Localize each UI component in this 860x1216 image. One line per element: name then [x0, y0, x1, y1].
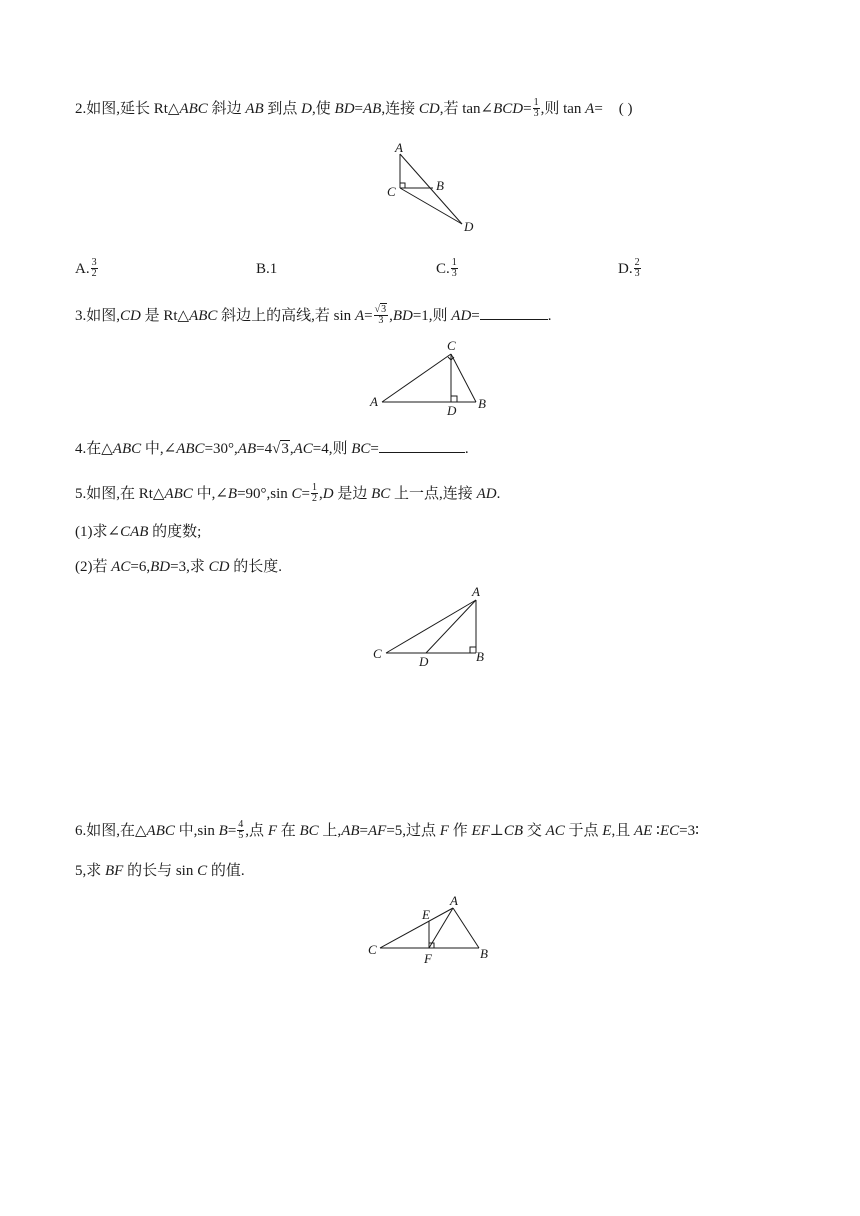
q6-stem-line-1: 6.如图,在△ABC 中,sin B= $\frac{4}{5}$ ,点 F 在 BC 上,AB=AF=5,过点 F 作 EF⊥CB 交 AC 于点 E,且 AE ∶EC=3∶: [75, 819, 699, 842]
q6-label-a: A: [450, 893, 458, 908]
q4-answer-blank[interactable]: [379, 438, 465, 453]
q4-stem: 4.在△ABC 中,∠ABC=30°,AB=4√3,AC=4,则 BC= .: [75, 438, 469, 459]
q6-fraction: $\frac{4}{5}$: [238, 819, 244, 842]
q5-label-b: B: [476, 649, 484, 664]
q3-right-angle-d: [451, 396, 457, 402]
q3-label-c: C: [447, 338, 456, 353]
q6-label-b: B: [480, 946, 488, 961]
q5-part-1: (1)求∠CAB 的度数;: [75, 524, 202, 540]
q2-label-b: B: [436, 178, 444, 193]
q3-stem: 3.如图,CD 是 Rt△ABC 斜边上的高线,若 sin A= $\frac{√3}{3}$ ,BD=1,则 AD= .: [75, 304, 552, 327]
q3-figure: [366, 338, 506, 418]
answer-paren: ( ): [618, 101, 633, 117]
q3-label-b: B: [478, 396, 486, 411]
q2-option-a[interactable]: A. $\frac{3}{2}$: [75, 257, 97, 280]
q5-segment-ca: [386, 600, 476, 653]
q5-part-2: (2)若 AC=6,BD=3,求 CD 的长度.: [75, 559, 282, 575]
q2-label-c: C: [387, 184, 396, 199]
q6-figure: [362, 890, 502, 970]
q3-answer-blank[interactable]: [480, 305, 548, 320]
q2-right-angle-mark: [400, 183, 405, 188]
q6-segment-af: [429, 908, 453, 948]
q2-segment-cd: [400, 188, 462, 224]
q3-fraction: $\frac{√3}{3}$: [374, 304, 387, 327]
q2-label-a: A: [395, 140, 403, 155]
q6-segment-ab: [453, 908, 479, 948]
q2-option-b[interactable]: B.1: [256, 261, 278, 277]
q2-fraction: $\frac{1}{3}$: [533, 97, 539, 120]
q5-segment-ad: [426, 600, 476, 653]
q2-label-d: D: [464, 219, 474, 234]
q2-figure: [380, 140, 500, 240]
q6-stem-line-2: 5,求 BF 的长与 sin C 的值.: [75, 863, 245, 879]
q6-label-e: E: [422, 907, 430, 922]
q3-label-a: A: [370, 394, 378, 409]
q5-fraction: $\frac{1}{2}$: [312, 482, 318, 505]
q6-label-f: F: [424, 951, 432, 966]
q2-stem: 2.如图,延长 Rt△ABC 斜边 AB 到点 D,使 BD=AB,连接 CD,若 tan∠BCD= $\frac{1}{3}$ ,则 tan A= ( ): [75, 97, 633, 120]
q6-segment-ca: [380, 908, 453, 948]
q5-label-d: D: [419, 654, 429, 669]
q5-stem: 5.如图,在 Rt△ABC 中,∠B=90°,sin C= $\frac{1}{2}$ ,D 是边 BC 上一点,连接 AD.: [75, 482, 501, 505]
q3-segment-ac: [382, 354, 451, 402]
q3-label-d: D: [447, 403, 457, 418]
q5-label-c: C: [373, 646, 382, 661]
q5-label-a: A: [472, 584, 480, 599]
q2-option-d[interactable]: D. $\frac{2}{3}$: [618, 257, 640, 280]
q6-label-c: C: [368, 942, 377, 957]
q2-option-c[interactable]: C. $\frac{1}{3}$: [436, 257, 457, 280]
q3-segment-cb: [451, 354, 476, 402]
q2-segment-ad: [400, 154, 462, 224]
q5-figure: [368, 584, 508, 674]
